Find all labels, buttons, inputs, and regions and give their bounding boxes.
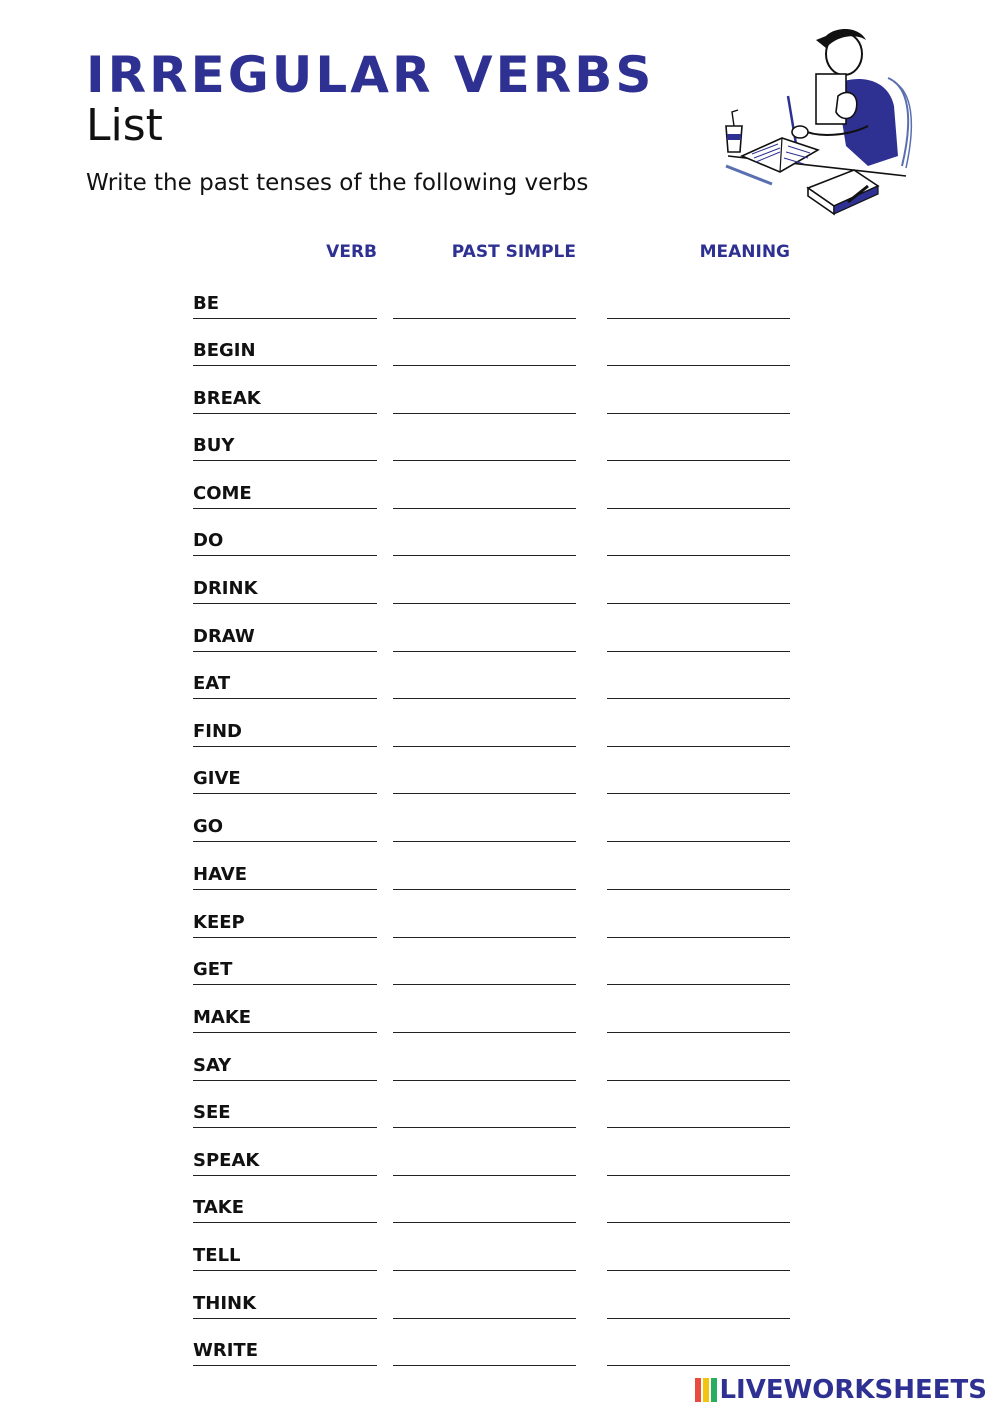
table-row — [0, 278, 999, 318]
verb-cell — [193, 1325, 377, 1366]
verb-label: EAT — [193, 673, 231, 694]
verb-label: GO — [193, 816, 224, 837]
verb-cell — [193, 944, 377, 985]
past-simple-blank[interactable] — [393, 1182, 576, 1223]
verb-cell — [193, 468, 377, 509]
past-simple-blank[interactable] — [393, 658, 576, 699]
table-row — [0, 753, 999, 793]
meaning-blank[interactable] — [607, 658, 790, 699]
verb-cell — [193, 1278, 377, 1319]
verb-label: COME — [193, 483, 252, 504]
meaning-blank[interactable] — [607, 801, 790, 842]
past-simple-blank[interactable] — [393, 373, 576, 414]
verb-label: MAKE — [193, 1007, 252, 1028]
verb-cell — [193, 325, 377, 366]
past-simple-blank[interactable] — [393, 1278, 576, 1319]
past-simple-blank[interactable] — [393, 1135, 576, 1176]
verb-cell — [193, 1087, 377, 1128]
verb-cell — [193, 1135, 377, 1176]
verb-cell — [193, 611, 377, 652]
table-row — [0, 563, 999, 603]
table-row — [0, 1135, 999, 1175]
verb-label: GIVE — [193, 768, 241, 789]
column-header-verb: VERB — [326, 242, 377, 262]
verb-cell — [193, 897, 377, 938]
verb-label: GET — [193, 959, 233, 980]
meaning-blank[interactable] — [607, 1278, 790, 1319]
verb-cell — [193, 1182, 377, 1223]
past-simple-blank[interactable] — [393, 1087, 576, 1128]
table-row — [0, 1278, 999, 1318]
past-simple-blank[interactable] — [393, 611, 576, 652]
table-row — [0, 944, 999, 984]
meaning-blank[interactable] — [607, 1135, 790, 1176]
meaning-blank[interactable] — [607, 611, 790, 652]
table-row — [0, 658, 999, 698]
verb-label: SPEAK — [193, 1150, 260, 1171]
table-row — [0, 515, 999, 555]
table-row — [0, 801, 999, 841]
verb-label: DRINK — [193, 578, 258, 599]
verb-cell — [193, 278, 377, 319]
verb-label: SEE — [193, 1102, 231, 1123]
meaning-blank[interactable] — [607, 753, 790, 794]
verb-label: HAVE — [193, 864, 247, 885]
past-simple-blank[interactable] — [393, 944, 576, 985]
past-simple-blank[interactable] — [393, 515, 576, 556]
meaning-blank[interactable] — [607, 1230, 790, 1271]
past-simple-blank[interactable] — [393, 1325, 576, 1366]
table-row — [0, 325, 999, 365]
past-simple-blank[interactable] — [393, 753, 576, 794]
meaning-blank[interactable] — [607, 992, 790, 1033]
table-row — [0, 1040, 999, 1080]
meaning-blank[interactable] — [607, 1040, 790, 1081]
brand-footer — [695, 1375, 987, 1405]
verb-label: WRITE — [193, 1340, 258, 1361]
past-simple-blank[interactable] — [393, 801, 576, 842]
meaning-blank[interactable] — [607, 325, 790, 366]
column-header-past-simple: PAST SIMPLE — [451, 242, 576, 262]
verb-cell — [193, 753, 377, 794]
verb-label: TAKE — [193, 1197, 245, 1218]
meaning-blank[interactable] — [607, 1182, 790, 1223]
table-row — [0, 992, 999, 1032]
meaning-blank[interactable] — [607, 849, 790, 890]
verb-cell — [193, 1230, 377, 1271]
verb-cell — [193, 992, 377, 1033]
meaning-blank[interactable] — [607, 944, 790, 985]
verb-label: DO — [193, 530, 224, 551]
verb-cell — [193, 373, 377, 414]
instruction-text: Write the past tenses of the following verbs — [86, 170, 589, 196]
verb-cell — [193, 801, 377, 842]
page-title: IRREGULAR VERBS — [86, 46, 655, 104]
meaning-blank[interactable] — [607, 515, 790, 556]
meaning-blank[interactable] — [607, 468, 790, 509]
table-row — [0, 706, 999, 746]
past-simple-blank[interactable] — [393, 468, 576, 509]
verb-label: FIND — [193, 721, 242, 742]
meaning-blank[interactable] — [607, 706, 790, 747]
table-row — [0, 1182, 999, 1222]
table-row — [0, 373, 999, 413]
verb-cell — [193, 706, 377, 747]
past-simple-blank[interactable] — [393, 1040, 576, 1081]
past-simple-blank[interactable] — [393, 849, 576, 890]
table-row — [0, 849, 999, 889]
table-row — [0, 468, 999, 508]
past-simple-blank[interactable] — [393, 992, 576, 1033]
past-simple-blank[interactable] — [393, 706, 576, 747]
table-row — [0, 611, 999, 651]
verb-label: BEGIN — [193, 340, 256, 361]
meaning-blank[interactable] — [607, 373, 790, 414]
meaning-blank[interactable] — [607, 897, 790, 938]
meaning-blank[interactable] — [607, 563, 790, 604]
verb-label: BUY — [193, 435, 235, 456]
verb-label: KEEP — [193, 912, 245, 933]
verb-label: DRAW — [193, 626, 255, 647]
column-header-meaning: MEANING — [699, 242, 790, 262]
past-simple-blank[interactable] — [393, 1230, 576, 1271]
meaning-blank[interactable] — [607, 1087, 790, 1128]
past-simple-blank[interactable] — [393, 278, 576, 319]
table-row — [0, 897, 999, 937]
table-row — [0, 1325, 999, 1365]
past-simple-blank[interactable] — [393, 325, 576, 366]
verb-cell — [193, 658, 377, 699]
verb-label: BREAK — [193, 388, 261, 409]
liveworksheets-logo-icon — [695, 1378, 717, 1402]
table-row — [0, 1087, 999, 1127]
brand-name: LIVEWORKSHEETS — [719, 1375, 987, 1405]
verb-cell — [193, 563, 377, 604]
table-row — [0, 1230, 999, 1270]
meaning-blank[interactable] — [607, 420, 790, 461]
verb-cell — [193, 420, 377, 461]
past-simple-blank[interactable] — [393, 420, 576, 461]
meaning-blank[interactable] — [607, 1325, 790, 1366]
verb-label: SAY — [193, 1055, 232, 1076]
meaning-blank[interactable] — [607, 278, 790, 319]
verb-cell — [193, 849, 377, 890]
page-subtitle: List — [86, 100, 163, 151]
verb-label: THINK — [193, 1293, 257, 1314]
verb-label: TELL — [193, 1245, 241, 1266]
past-simple-blank[interactable] — [393, 897, 576, 938]
verb-cell — [193, 1040, 377, 1081]
verb-cell — [193, 515, 377, 556]
table-row — [0, 420, 999, 460]
verb-label: BE — [193, 293, 220, 314]
past-simple-blank[interactable] — [393, 563, 576, 604]
